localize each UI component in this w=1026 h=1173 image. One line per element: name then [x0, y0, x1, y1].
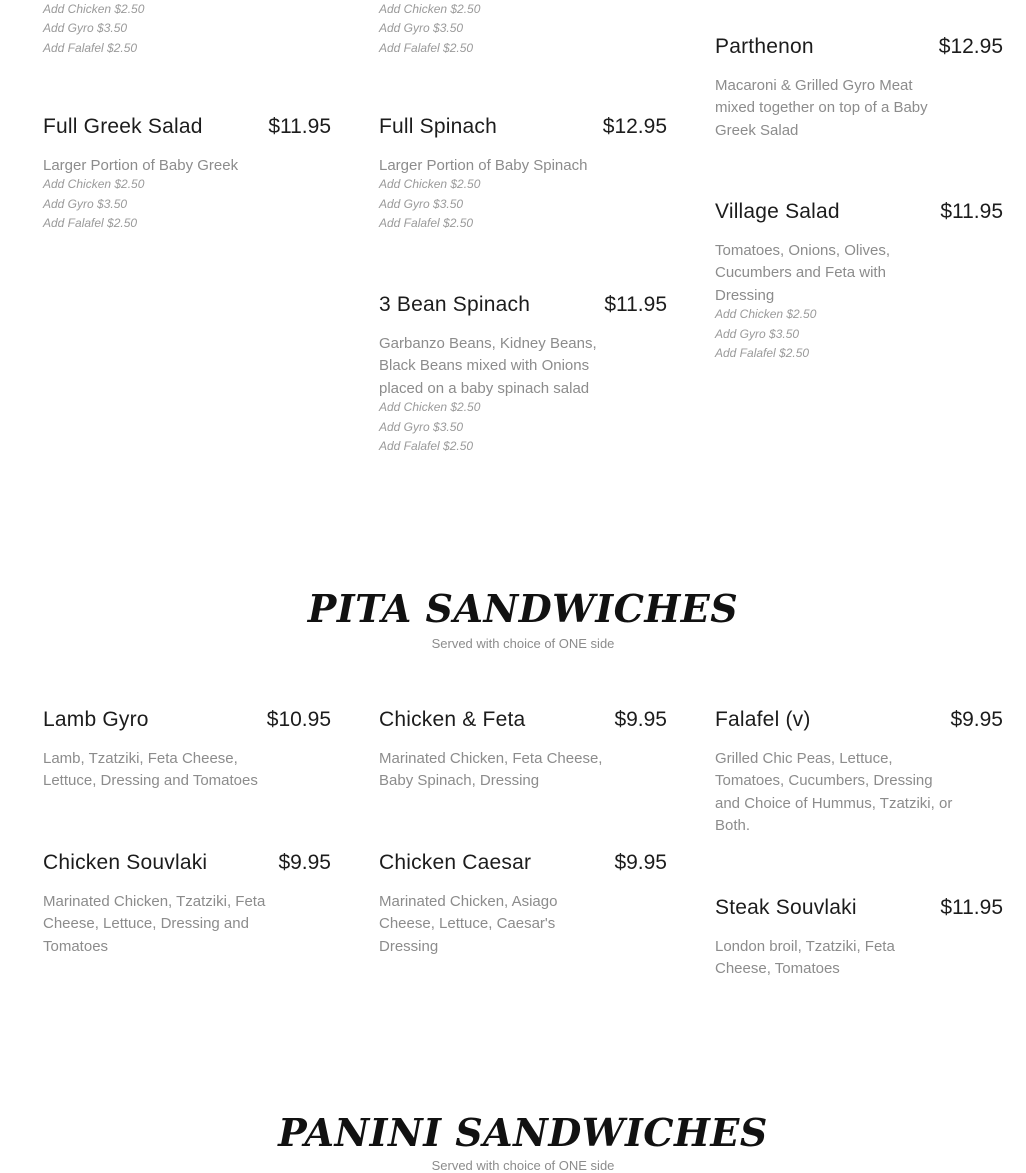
item-price: $12.95 — [938, 35, 1003, 58]
menu-item-falafel — [715, 707, 1003, 838]
menu-item-3-bean-spinach — [379, 292, 667, 456]
menu-item-full-greek-salad — [43, 114, 331, 233]
item-price: $11.95 — [940, 200, 1003, 223]
section-subtitle-pita: Served with choice of ONE side — [431, 636, 615, 651]
menu-item-lamb-gyro — [43, 707, 331, 793]
addon-item: Add Gyro $3.50 — [379, 419, 464, 434]
addon-item: Add Chicken $2.50 — [379, 2, 481, 16]
item-description: London broil, Tzatziki, Feta Cheese, Tomatoes — [715, 938, 895, 978]
item-description: Garbanzo Beans, Kidney Beans, Black Beans mixed with Onions placed on a baby spinach salad — [379, 335, 597, 397]
section-title-pita: PITA SANDWICHES — [307, 586, 739, 631]
addon-item: Add Chicken $2.50 — [43, 2, 145, 16]
menu-item-steak-souvlaki — [715, 895, 1003, 981]
item-name: Parthenon — [715, 35, 814, 58]
item-name: Chicken Caesar — [379, 851, 532, 874]
item-price: $11.95 — [268, 115, 331, 138]
addon-item: Add Falafel $2.50 — [43, 216, 138, 230]
addon-item: Add Gyro $3.50 — [43, 21, 128, 36]
item-description: Larger Portion of Baby Spinach — [379, 157, 588, 174]
item-name: Chicken Souvlaki — [43, 851, 208, 874]
item-description: Marinated Chicken, Tzatziki, Feta Cheese, Lettuce, Dressing and Tomatoes — [43, 893, 266, 955]
addon-list — [43, 0, 144, 58]
item-name: 3 Bean Spinach — [379, 293, 531, 316]
addon-item: Add Chicken $2.50 — [379, 400, 481, 415]
item-description: Lamb, Tzatziki, Feta Cheese, Lettuce, Dressing and Tomatoes — [43, 750, 258, 790]
item-name: Full Spinach — [379, 115, 497, 138]
addon-list — [379, 175, 667, 233]
item-description: Marinated Chicken, Asiago Cheese, Lettuce, Caesar's Dressing — [379, 893, 558, 955]
addon-list — [379, 0, 480, 58]
item-description: Macaroni & Grilled Gyro Meat mixed together on top of a Baby Greek Salad — [715, 77, 928, 139]
item-price: $11.95 — [604, 293, 667, 316]
addon-item: Add Chicken $2.50 — [379, 177, 481, 192]
item-name: Lamb Gyro — [43, 708, 149, 731]
addon-item: Add Gyro $3.50 — [715, 326, 800, 341]
item-price: $9.95 — [950, 708, 1003, 731]
addon-item: Add Gyro $3.50 — [379, 196, 464, 211]
item-price: $9.95 — [614, 851, 667, 874]
item-price: $9.95 — [278, 851, 331, 874]
item-name: Village Salad — [715, 200, 840, 223]
section-title-panini: PANINI SANDWICHES — [278, 1110, 768, 1155]
menu-item-village-salad — [715, 199, 1003, 363]
item-description: Marinated Chicken, Feta Cheese, Baby Spinach, Dressing — [379, 750, 603, 790]
addon-item: Add Falafel $2.50 — [379, 216, 474, 230]
addon-list — [715, 305, 1003, 363]
addon-item: Add Falafel $2.50 — [715, 345, 810, 360]
addon-item: Add Falafel $2.50 — [379, 40, 474, 55]
addon-item: Add Falafel $2.50 — [379, 438, 474, 453]
addon-list — [379, 398, 667, 456]
menu-item-chicken-caesar — [379, 850, 667, 958]
item-name: Full Greek Salad — [43, 115, 203, 138]
item-price: $12.95 — [602, 115, 667, 138]
item-description: Grilled Chic Peas, Lettuce, Tomatoes, Cucumbers, Dressing and Choice of Hummus, Tzatziki, or Both. — [715, 750, 953, 835]
item-price: $9.95 — [614, 708, 667, 731]
menu-item-parthenon — [715, 34, 1003, 142]
menu-item-full-spinach — [379, 114, 667, 233]
item-name: Falafel (v) — [715, 708, 811, 731]
section-subtitle-panini: Served with choice of ONE side — [431, 1158, 615, 1173]
addon-item: Add Chicken $2.50 — [715, 307, 817, 322]
menu-item-chicken-souvlaki — [43, 850, 331, 958]
item-price: $10.95 — [266, 708, 331, 731]
item-name: Steak Souvlaki — [715, 896, 857, 919]
addon-item: Add Gyro $3.50 — [43, 196, 128, 211]
item-description: Larger Portion of Baby Greek — [43, 157, 239, 174]
item-name: Chicken & Feta — [379, 708, 526, 731]
menu-item-chicken-feta — [379, 707, 667, 793]
item-price: $11.95 — [940, 896, 1003, 919]
addon-item: Add Chicken $2.50 — [43, 177, 145, 192]
addon-list — [43, 175, 331, 233]
addon-item: Add Falafel $2.50 — [43, 40, 138, 55]
item-description: Tomatoes, Onions, Olives, Cucumbers and Feta with Dressing — [715, 242, 891, 304]
addon-item: Add Gyro $3.50 — [379, 21, 464, 36]
